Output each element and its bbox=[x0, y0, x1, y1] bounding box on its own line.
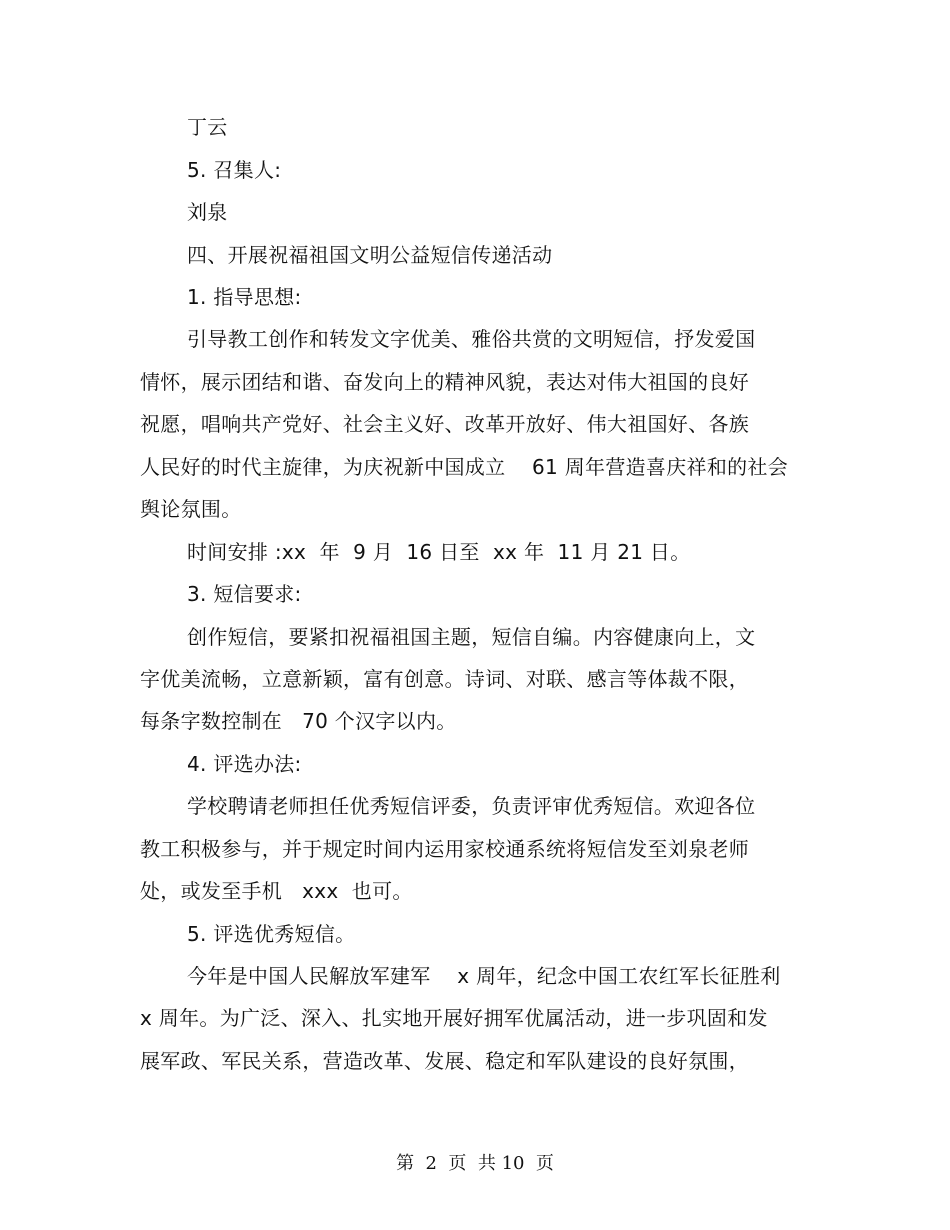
text-line-schedule: 时间安排 :xx 年 9 月 16 日至 xx 年 11 月 21 日。 bbox=[187, 540, 691, 564]
text-line-sms-requirements-heading: 3. 短信要求: bbox=[187, 582, 302, 606]
text-line-signer-ding-yun: 丁云 bbox=[187, 115, 228, 139]
paragraph-line: x 周年。为广泛、深入、扎实地开展好拥军优属活动，进一步巩固和发 bbox=[140, 1006, 768, 1030]
paragraph-line: 人民好的时代主旋律，为庆祝新中国成立 61 周年营造喜庆祥和的社会 bbox=[140, 455, 789, 479]
paragraph-line: 情怀，展示团结和谐、奋发向上的精神风貌，表达对伟大祖国的良好 bbox=[140, 370, 749, 394]
paragraph-line: 每条字数控制在 70 个汉字以内。 bbox=[140, 709, 457, 733]
paragraph-line: 学校聘请老师担任优秀短信评委，负责评审优秀短信。欢迎各位 bbox=[187, 794, 756, 818]
paragraph-line: 展军政、军民关系，营造改革、发展、稳定和军队建设的良好氛围， bbox=[140, 1049, 749, 1073]
paragraph-line: 处，或发至手机 xxx 也可。 bbox=[140, 879, 413, 903]
section-heading-sms-activity: 四、开展祝福祖国文明公益短信传递活动 bbox=[187, 243, 553, 267]
paragraph-line: 创作短信，要紧扣祝福祖国主题，短信自编。内容健康向上，文 bbox=[187, 625, 756, 649]
paragraph-line: 引导教工创作和转发文字优美、雅俗共赏的文明短信，抒发爱国 bbox=[187, 327, 756, 351]
text-line-convener-heading: 5. 召集人: bbox=[187, 158, 282, 182]
text-line-convener-name: 刘泉 bbox=[187, 200, 228, 224]
paragraph-line: 舆论氛围。 bbox=[140, 497, 242, 521]
paragraph-line: 字优美流畅，立意新颖，富有创意。诗词、对联、感言等体裁不限， bbox=[140, 667, 749, 691]
text-line-evaluation-method-heading: 4. 评选办法: bbox=[187, 752, 302, 776]
page-footer-page-number: 第 2 页 共 10 页 bbox=[396, 1153, 554, 1174]
text-line-guiding-ideology-heading: 1. 指导思想: bbox=[187, 285, 302, 309]
paragraph-line: 祝愿，唱响共产党好、社会主义好、改革开放好、伟大祖国好、各族 bbox=[140, 412, 749, 436]
paragraph-line: 教工积极参与，并于规定时间内运用家校通系统将短信发至刘泉老师 bbox=[140, 837, 749, 861]
paragraph-line: 今年是中国人民解放军建军 x 周年，纪念中国工农红军长征胜利 bbox=[187, 964, 781, 988]
text-line-select-excellent-sms-heading: 5. 评选优秀短信。 bbox=[187, 922, 356, 946]
